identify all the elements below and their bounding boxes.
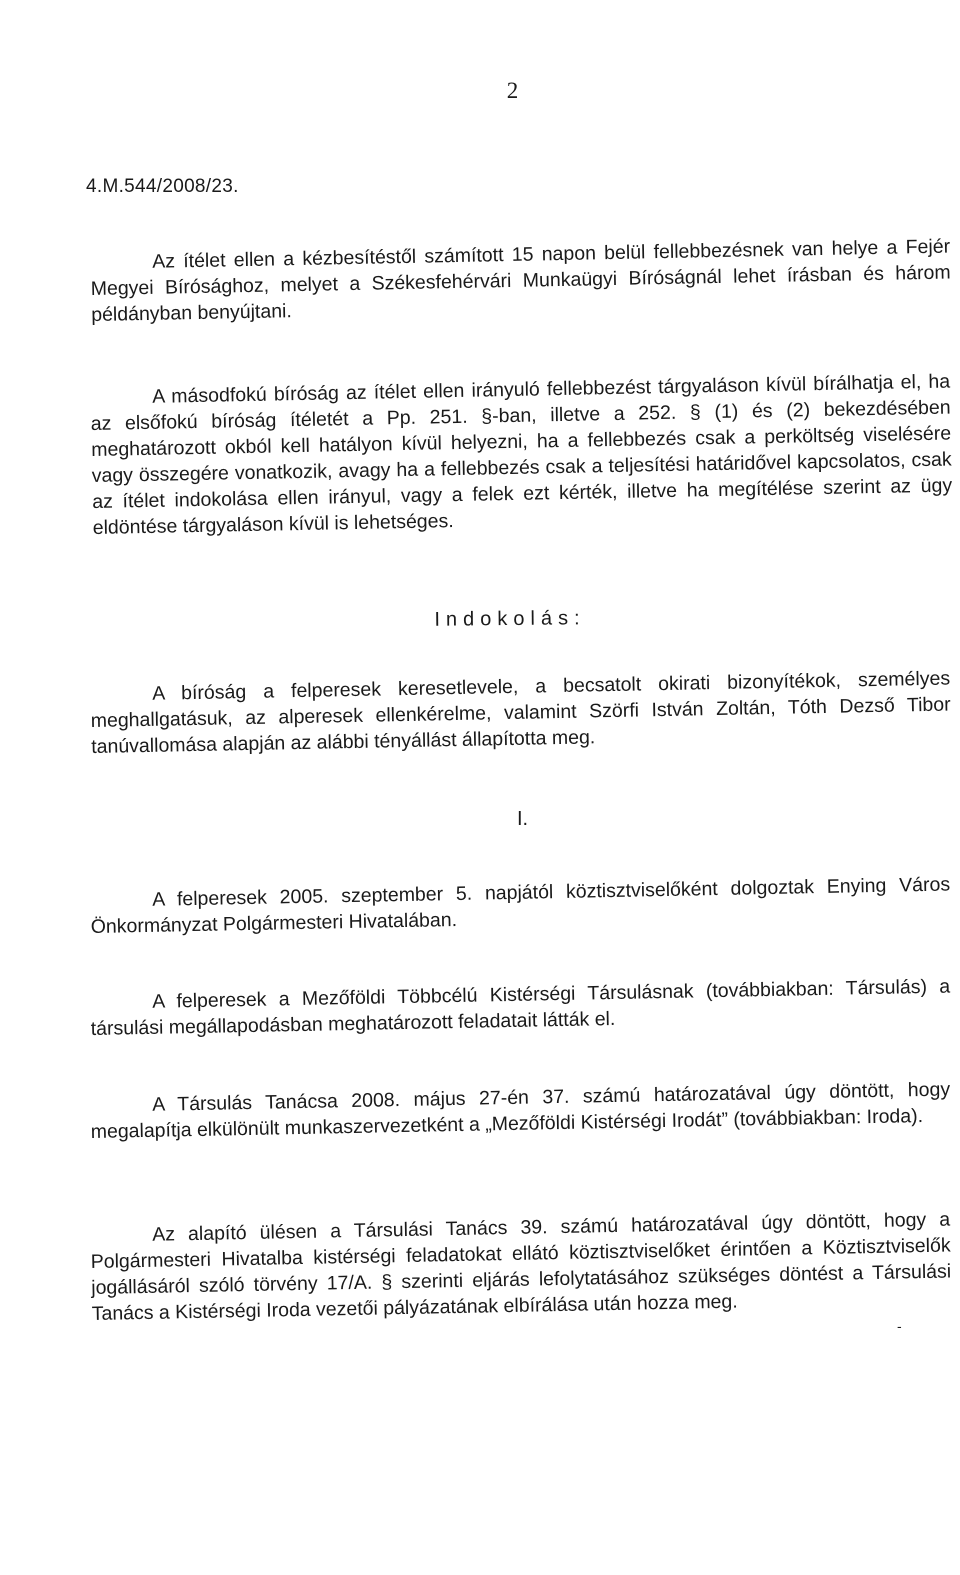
section-heading: Indokolás: <box>434 607 586 631</box>
founding-meeting-paragraph: Az alapító ülésen a Társulási Tanács 39. számú határozatával úgy döntött, hogy a Polgármesteri Hivatalba kistérségi feladatokat ellátó köztisztviselőket érintően a Köztisztviselők jogállásáról szóló törvény 17/A. § szerinti eljárás lefolytatásához szükséges döntést a Társulási Tanács a Kistérségi Iroda vezetői pályázatának elbírálása után hozza meg. <box>90 1208 952 1325</box>
council-decision-paragraph: A Társulás Tanácsa 2008. május 27-én 37. számú határozatával úgy döntött, hogy megalapítja elkülönült munkaszervezetként a „Mezőföldi Kistérségi Irodát” (továbbiakban: Iroda). <box>90 1078 951 1143</box>
second-instance-paragraph: A másodfokú bíróság az ítélet ellen irányuló fellebbezést tárgyaláson kívül bírálhatja el, ha az elsőfokú bíróság ítéletét a Pp. 251. §-ban, illetve a 252. § (1) és (2) bekezdésében meghatározott okból kell hatályon kívül helyezni, ha a fellebbezés csak a perköltség viselésére vagy összegére vonatkozik, avagy ha a fellebbezés csak a teljesítési határidővel kapcsolatos, csak az ítélet indokolása ellen irányul, vagy a felek ezt kérték, illetve ha megítélése szerint az ügy eldöntése tárgyaláson kívül is lehetséges. <box>90 370 953 539</box>
employment-paragraph: A felperesek 2005. szeptember 5. napjától köztisztviselőként dolgoztak Enying Város Önkormányzat Polgármesteri Hivatalában. <box>90 873 951 938</box>
case-reference: 4.M.544/2008/23. <box>86 176 239 197</box>
appeal-paragraph: Az ítélet ellen a kézbesítéstől számított 15 napon belül fellebbezésnek van helye a Fejér Megyei Bírósághoz, melyet a Székesfehérvári Munkaügyi Bíróságnál lehet írásban és három példányban benyújtani. <box>90 235 951 326</box>
page-number: 2 <box>506 78 519 103</box>
evidence-paragraph: A bíróság a felperesek keresetlevele, a becsatolt okirati bizonyítékok, személyes meghallgatásuk, az alperesek ellenkérelme, valamint Szörfi István Zoltán, Tóth Dezső Tibor tanúvallomása alapján az alábbi tényállást állapította meg. <box>90 667 951 758</box>
association-tasks-paragraph: A felperesek a Mezőföldi Többcélú Kistérségi Társulásnak (továbbiakban: Társulás) a társulási megállapodásban meghatározott feladatait látták el. <box>90 975 951 1040</box>
trailing-mark: - <box>897 1318 902 1334</box>
section-number: I. <box>516 808 529 830</box>
